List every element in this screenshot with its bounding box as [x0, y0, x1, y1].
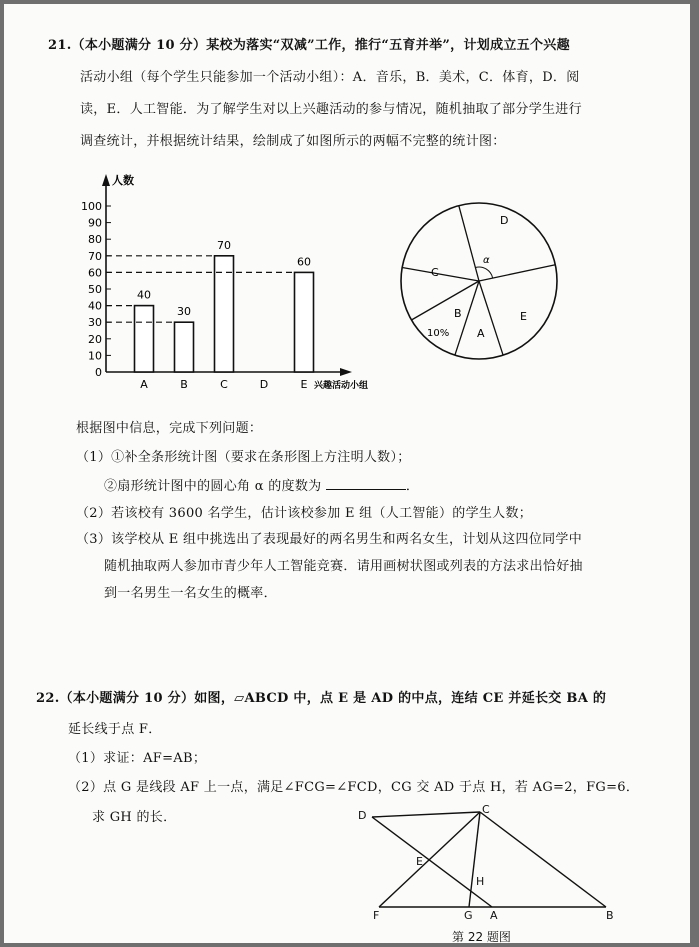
q21-instruction: 根据图中信息，完成下列问题：	[76, 421, 263, 436]
q22-line-1: 22.（本小题满分 10 分）如图，▱ABCD 中，点 E 是 AD 的中点，连结 CE 并延长交 BA 的	[36, 691, 607, 706]
bar	[175, 322, 194, 372]
label-B: B	[606, 909, 614, 922]
y-tick-label: 20	[88, 332, 102, 346]
y-tick-label: 70	[88, 249, 102, 263]
q21-part1-2	[104, 475, 419, 494]
pie-label-B: B	[454, 307, 462, 320]
y-tick-label: 30	[88, 316, 102, 330]
bar-data-label: 40	[137, 288, 151, 302]
pie-slice-boundary	[402, 267, 479, 281]
exam-page	[4, 4, 690, 943]
answer-blank[interactable]	[326, 477, 406, 490]
y-axis-label: 人数	[112, 174, 134, 187]
pie-label-C: C	[431, 266, 439, 279]
q21-line-1: 21.（本小题满分 10 分）某校为落实“双减”工作，推行“五育并举”，计划成立五个兴趣	[48, 38, 570, 53]
pie-label-B-percent: 10%	[427, 328, 450, 339]
pie-label-D: D	[500, 214, 509, 227]
bar-data-label: 60	[297, 255, 311, 269]
label-A: A	[490, 909, 498, 922]
y-tick-label: 100	[81, 200, 102, 213]
geometry-figure	[344, 799, 634, 943]
x-tick-label: C	[220, 378, 228, 391]
segment-DC	[372, 812, 480, 817]
pie-slice-boundary	[459, 206, 479, 281]
y-tick-label: 0	[95, 366, 102, 379]
q21-line-2: 活动小组（每个学生只能参加一个活动小组）：A．音乐，B．美术，C．体育，D．阅	[80, 70, 580, 85]
x-tick-label: E	[300, 378, 308, 391]
q21-line-4: 调查统计，并根据统计结果，绘制成了如图所示的两幅不完整的统计图：	[80, 134, 506, 149]
q22-part1: （1）求证：AF=AB；	[68, 751, 207, 766]
bar	[295, 272, 314, 372]
x-axis-arrow	[340, 368, 352, 376]
label-E: E	[416, 855, 423, 868]
q21-line-3: 读，E．人工智能．为了解学生对以上兴趣活动的参与情况，随机抽取了部分学生进行	[80, 102, 582, 117]
label-C: C	[482, 803, 490, 816]
y-tick-label: 60	[88, 266, 102, 280]
y-axis-arrow	[102, 174, 110, 186]
label-G: G	[464, 909, 473, 922]
y-tick-label: 40	[88, 299, 102, 313]
pie-label-E: E	[520, 310, 527, 323]
figure-caption: 第 22 题图	[452, 930, 511, 943]
q22-part2: （2）点 G 是线段 AF 上一点，满足∠FCG=∠FCD，CG 交 AD 于点 H，若 AG=2，FG=6．	[68, 780, 640, 795]
x-tick-label: D	[259, 378, 269, 391]
q21-part3-1: （3）该学校从 E 组中挑选出了表现最好的两名男生和两名女生，计划从这四位同学中	[76, 532, 583, 547]
bar	[135, 306, 154, 372]
bar	[215, 256, 234, 372]
label-F: F	[373, 909, 380, 922]
q21-part3-3: 到一名男生一名女生的概率．	[104, 586, 277, 601]
segment-CG	[469, 812, 480, 907]
x-tick-label: B	[180, 378, 188, 391]
label-D: D	[358, 809, 367, 822]
y-tick-label: 10	[88, 349, 102, 363]
y-tick-label: 50	[88, 283, 102, 296]
label-H: H	[476, 875, 485, 888]
bar-data-label: 70	[217, 238, 231, 252]
q21-part1-2-text: ②扇形统计图中的圆心角 α 的度数为	[104, 479, 322, 494]
blank-end: ．	[405, 479, 420, 494]
x-axis-label: 兴趣活动小组	[314, 381, 369, 391]
bar-chart	[64, 164, 404, 394]
y-tick-label: 90	[88, 216, 102, 230]
q21-part1-1: （1）①补全条形统计图（要求在条形图上方注明人数）；	[76, 450, 411, 465]
q21-part2: （2）若该校有 3600 名学生，估计该校参加 E 组（人工智能）的学生人数；	[76, 506, 533, 521]
pie-slice-boundary	[479, 281, 503, 355]
angle-alpha: α	[483, 255, 490, 266]
pie-label-A: A	[477, 327, 485, 340]
q22-line-2: 延长线于点 F．	[68, 722, 162, 737]
pie-chart	[394, 179, 564, 369]
bar-data-label: 30	[177, 305, 191, 319]
x-tick-label: A	[140, 378, 148, 391]
q21-part3-2: 随机抽取两人参加市青少年人工智能竞赛．请用画树状图或列表的方法求出恰好抽	[104, 559, 583, 574]
q22-part2-cont: 求 GH 的长．	[92, 810, 177, 825]
y-tick-label: 80	[88, 233, 102, 247]
segment-CB	[480, 812, 606, 907]
segment-CF	[379, 812, 480, 907]
